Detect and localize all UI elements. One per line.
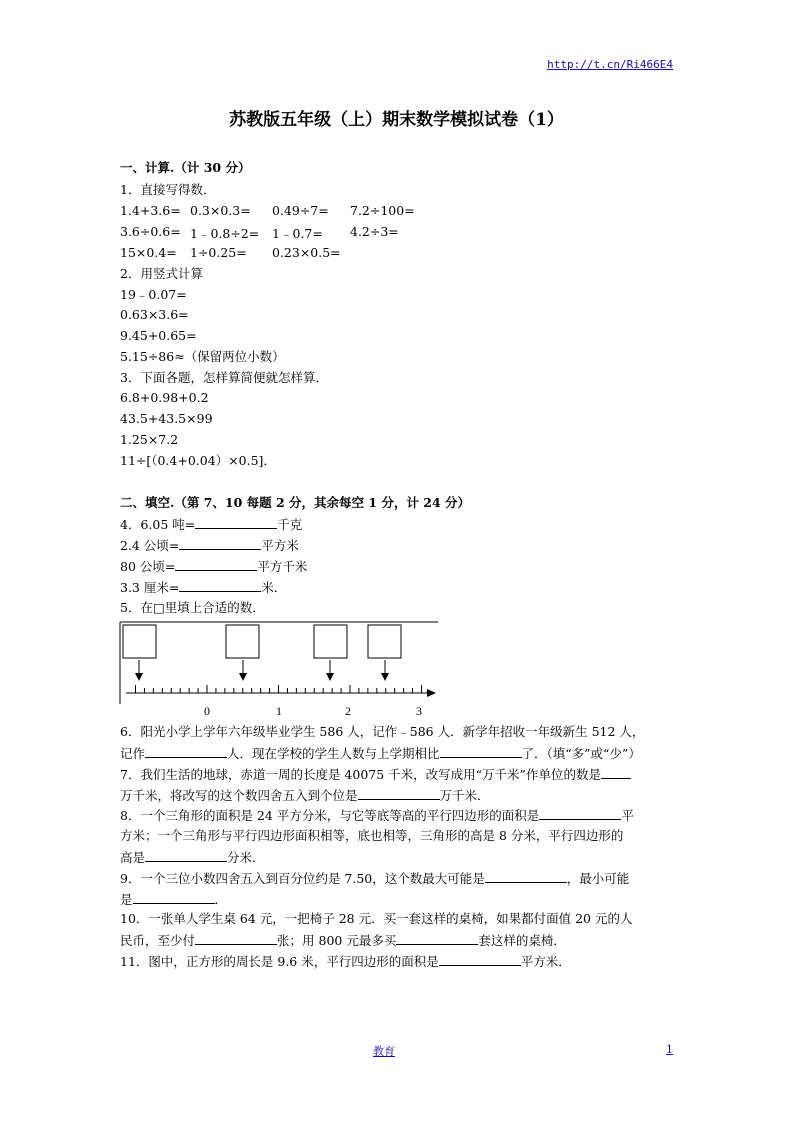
- answer-blank[interactable]: [179, 537, 261, 550]
- q8-text-1b: 平: [621, 808, 634, 823]
- answer-blank[interactable]: [439, 953, 521, 966]
- q5-text: 5．在□里填上合适的数．: [120, 600, 265, 615]
- q2-item: 5.15÷86≈（保留两位小数）: [120, 349, 285, 364]
- answer-blank[interactable]: [145, 745, 227, 758]
- q11-text-a: 11．图中，正方形的周长是 9.6 米，平行四边形的面积是: [120, 954, 439, 969]
- q3-item: 43.5+43.5×99: [120, 411, 213, 426]
- q9-line1: [120, 870, 629, 887]
- answer-blank[interactable]: [485, 870, 567, 883]
- answer-blank[interactable]: [145, 849, 227, 862]
- q10-line1: 10．一张单人学生桌 64 元，一把椅子 28 元．买一套这样的桌椅，如果都付面值 20 元的人: [120, 911, 633, 926]
- q11-text-b: 平方米．: [520, 954, 571, 969]
- answer-blank[interactable]: [133, 891, 215, 904]
- tick-label: 0: [204, 704, 210, 718]
- q10-text-2b: 张；用 800 元最多买: [277, 933, 397, 948]
- q4-line-a: [120, 516, 302, 533]
- q4-d-unit: 米．: [261, 580, 287, 595]
- q8-line2: 方米；一个三角形与平行四边形面积相等，底也相等，三角形的高是 8 分米，平行四边形的: [120, 828, 624, 843]
- answer-blank[interactable]: [195, 932, 277, 945]
- q4-b-label: 2.4 公顷=: [120, 538, 180, 553]
- calc-item: 0.23×0.5=: [272, 245, 341, 260]
- calc-item: 1﹣0.8÷2=: [190, 226, 260, 241]
- pointer-arrowhead: [326, 673, 334, 681]
- q8-line3: [120, 849, 265, 866]
- q6-line2: [120, 745, 641, 762]
- q7-text-1: 7．我们生活的地球，赤道一周的长度是 40075 千米，改写成用“万千米”作单位的数是: [120, 767, 601, 782]
- answer-blank[interactable]: [175, 558, 257, 571]
- section2-heading: 二、填空.（第 7、10 每题 2 分，其余每空 1 分，计 24 分）: [120, 495, 471, 510]
- q9-text-1a: 9．一个三位小数四舍五入到百分位约是 7.50，这个数最大可能是: [120, 871, 485, 886]
- calc-item: 1.4+3.6=: [120, 203, 181, 218]
- q9-text-2a: 是: [120, 892, 133, 907]
- q2-item: 0.63×3.6=: [120, 307, 189, 322]
- calc-item: 0.49÷7=: [272, 203, 329, 218]
- pointer-arrowhead: [381, 673, 389, 681]
- q3-text: 3．下面各题，怎样算简便就怎样算．: [120, 370, 328, 385]
- footer-page-number[interactable]: 1: [666, 1043, 673, 1056]
- q3-item: 1.25×7.2: [120, 432, 179, 447]
- answer-blank[interactable]: [179, 579, 261, 592]
- q1-text: 1．直接写得数．: [120, 182, 216, 197]
- blank-box[interactable]: [123, 625, 156, 658]
- q6-line1: 6．阳光小学上学年六年级毕业学生 586 人，记作﹣586 人．新学年招收一年级新生 512 人，: [120, 724, 645, 739]
- answer-blank[interactable]: [440, 745, 522, 758]
- q8-text-3b: 分米．: [227, 850, 265, 865]
- blank-box[interactable]: [226, 625, 259, 658]
- q4-line-c: [120, 558, 307, 575]
- q2-item: 19﹣0.07=: [120, 287, 187, 302]
- calc-item: 15×0.4=: [120, 245, 177, 260]
- answer-blank[interactable]: [358, 787, 440, 800]
- q4-a-unit: 千克: [277, 517, 303, 532]
- q9-line2: [120, 891, 227, 908]
- q6-text-b: 人．现在学校的学生人数与上学期相比: [227, 746, 440, 761]
- q7-text-2b: 万千米．: [439, 788, 490, 803]
- q7-text-2a: 万千米，将改写的这个数四舍五入到个位是: [120, 788, 358, 803]
- header-link[interactable]: http://t.cn/Ri466E4: [547, 58, 673, 71]
- q10-text-2c: 套这样的桌椅．: [478, 933, 566, 948]
- axis-arrowhead: [427, 689, 436, 697]
- q3-item: 6.8+0.98+0.2: [120, 390, 209, 405]
- pointer-arrowhead: [135, 673, 143, 681]
- q4-c-label: 80 公顷=: [120, 559, 176, 574]
- q11-line: [120, 953, 571, 970]
- page-title: 苏教版五年级（上）期末数学模拟试卷（1）: [229, 110, 564, 130]
- answer-blank[interactable]: [396, 932, 478, 945]
- q4-b-unit: 平方米: [261, 538, 299, 553]
- answer-blank[interactable]: [539, 807, 621, 820]
- pointer-arrowhead: [239, 673, 247, 681]
- tick-label: 3: [416, 704, 422, 718]
- number-line-figure: [118, 620, 440, 720]
- q2-text: 2．用竖式计算: [120, 266, 203, 281]
- q9-text-1b: ，最小可能: [566, 871, 630, 886]
- answer-blank[interactable]: [195, 516, 277, 529]
- section1-heading: 一、计算.（计 30 分）: [120, 160, 251, 175]
- calc-item: 4.2÷3=: [350, 224, 399, 239]
- q9-text-2b: ．: [214, 892, 228, 907]
- footer-center-link[interactable]: 教育: [373, 1046, 395, 1058]
- calc-item: 3.6÷0.6=: [120, 224, 181, 239]
- q2-item: 9.45+0.65=: [120, 328, 197, 343]
- q6-text-c: 了．（填“多”或“少”）: [521, 746, 641, 761]
- tick-label: 2: [345, 704, 351, 718]
- q4-line-d: [120, 579, 286, 596]
- calc-item: 1﹣0.7=: [272, 226, 323, 241]
- blank-box[interactable]: [368, 625, 401, 658]
- q4-c-unit: 平方千米: [257, 559, 308, 574]
- calc-item: 0.3×0.3=: [190, 203, 251, 218]
- q6-text-a: 记作: [120, 746, 146, 761]
- q8-text-3a: 高是: [120, 850, 146, 865]
- q10-text-2a: 民币，至少付: [120, 933, 196, 948]
- calc-item: 1÷0.25=: [190, 245, 247, 260]
- q3-item: 11÷[（0.4+0.04）×0.5]．: [120, 453, 276, 468]
- answer-blank[interactable]: [601, 766, 631, 779]
- q7-line2: [120, 787, 490, 804]
- blank-box[interactable]: [314, 625, 347, 658]
- q10-line2: [120, 932, 566, 949]
- q4-line-b: [120, 537, 299, 554]
- q4-a-label: 4．6.05 吨=: [120, 517, 196, 532]
- q4-d-label: 3.3 厘米=: [120, 580, 180, 595]
- q8-line1: [120, 807, 634, 824]
- q8-text-1a: 8．一个三角形的面积是 24 平方分米，与它等底等高的平行四边形的面积是: [120, 808, 540, 823]
- q7-line1: [120, 766, 631, 783]
- tick-label: 1: [276, 704, 282, 718]
- calc-item: 7.2÷100=: [350, 203, 415, 218]
